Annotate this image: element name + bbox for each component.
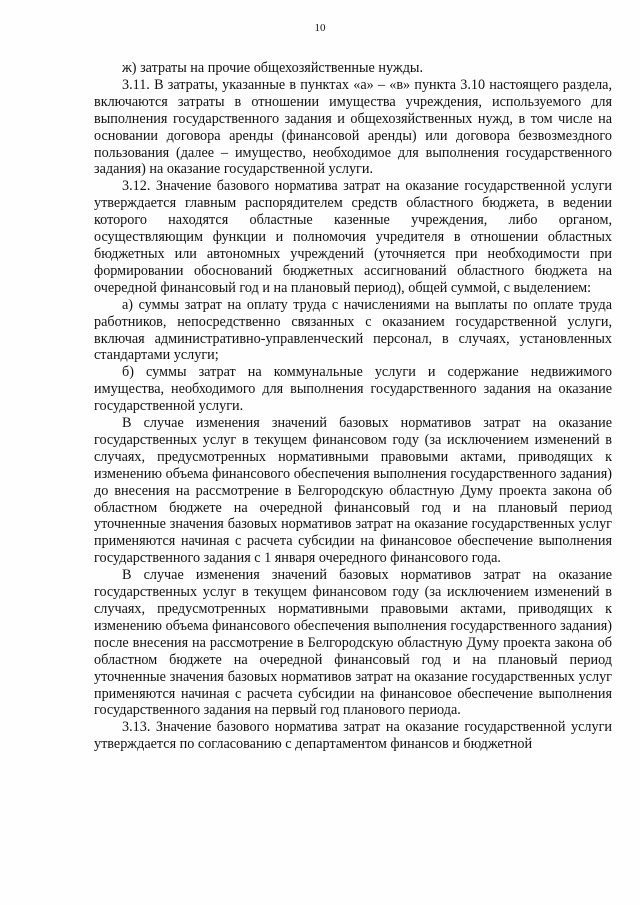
paragraph: 3.12. Значение базового норматива затрат на оказание государственной услуги утверждается главным распорядителем средств областного бюджета, в ведении которого находятся областные казенные учреждения, либо органом, осуществляющим функции и полномочия учредителя в отношении областных бюджетных или автономных учреждений (уточняется при необходимости при формировании обоснований бюджетных ассигнований областного бюджета на очередной финансовый год и на плановый период), общей суммой, с выделением:	[94, 178, 612, 296]
document-body	[94, 60, 612, 753]
paragraph: ж) затраты на прочие общехозяйственные нужды.	[122, 60, 423, 76]
paragraph: В случае изменения значений базовых нормативов затрат на оказание государственных услуг в текущем финансовом году (за исключением изменений в случаях, предусмотренных нормативными правовыми актами, приводящих к изменению объема финансового обеспечения выполнения государственного задания) до внесения на рассмотрение в Белгородскую областную Думу проекта закона об областном бюджете на очередной финансовый год и на плановый период уточненные значения базовых нормативов затрат на оказание государственных услуг применяются начиная с расчета субсидии на финансовое обеспечение выполнения государственного задания с 1 января очередного финансового года.	[94, 415, 612, 567]
paragraph: В случае изменения значений базовых нормативов затрат на оказание государственных услуг в текущем финансовом году (за исключением изменений в случаях, предусмотренных нормативными правовыми актами, приводящих к изменению объема финансового обеспечения выполнения государственного задания) после внесения на рассмотрение в Белгородскую областную Думу проекта закона об областном бюджете на очередной финансовый год и на плановый период уточненные значения базовых нормативов затрат на оказание государственных услуг применяются начиная с расчета субсидии на финансовое обеспечение выполнения государственного задания на первый год планового периода.	[94, 567, 612, 719]
paragraph: а) суммы затрат на оплату труда с начислениями на выплаты по оплате труда работников, непосредственно связанных с оказанием государственной услуги, включая административно-управленческий персонал, в случаях, установленных стандартами услуги;	[94, 296, 612, 364]
paragraph: б) суммы затрат на коммунальные услуги и содержание недвижимого имущества, необходимого для выполнения государственного задания на оказание государственной услуги.	[94, 364, 612, 415]
paragraph: 3.11. В затраты, указанные в пунктах «а» – «в» пункта 3.10 настоящего раздела, включаются затраты в отношении имущества учреждения, используемого для выполнения государственного задания и общехозяйственных нужд, в том числе на основании договора аренды (финансовой аренды) или договора безвозмездного пользования (далее – имущество, необходимое для выполнения государственного задания) на оказание государственной услуги.	[94, 76, 612, 178]
paragraph: 3.13. Значение базового норматива затрат на оказание государственной услуги утверждается по согласованию с департаментом финансов и бюджетной	[94, 719, 612, 753]
page-number: 10	[314, 22, 326, 34]
